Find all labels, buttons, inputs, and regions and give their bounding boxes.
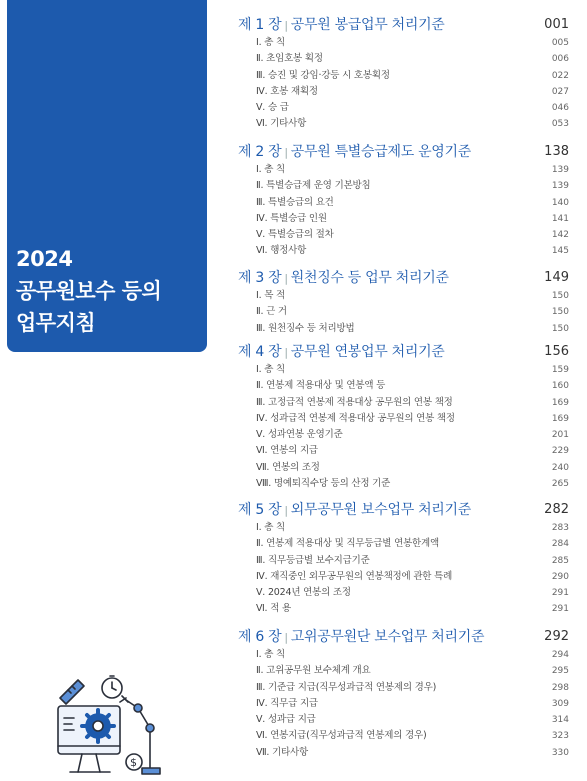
toc-item-label: Ⅱ. 특별승급제 운영 기본방침 <box>256 180 371 192</box>
chapter-heading[interactable] <box>238 342 573 362</box>
toc-item-label: Ⅲ. 직무등급별 보수지급기준 <box>256 554 370 566</box>
document-title <box>16 243 161 339</box>
toc-item[interactable] <box>238 647 573 663</box>
chapter-separator: | <box>284 146 288 159</box>
toc-item-label: Ⅶ. 기타사항 <box>256 746 308 758</box>
chapter-title <box>238 500 471 521</box>
chapter-title <box>238 142 471 163</box>
toc-item[interactable] <box>238 601 573 617</box>
chapter-number: 제 6 장 <box>238 629 282 645</box>
toc-item-label: Ⅲ. 원천징수 등 처리방법 <box>256 322 355 334</box>
toc-item-label: Ⅱ. 초임호봉 획정 <box>256 53 323 65</box>
toc-item-label: Ⅴ. 성과연봉 운영기준 <box>256 429 343 441</box>
chapter-name: 공무원 특별승급제도 운영기준 <box>290 144 471 160</box>
title-line-year: 2024 <box>16 247 73 271</box>
work-illustration <box>50 668 170 781</box>
toc-item[interactable] <box>238 476 573 492</box>
chapter-title <box>238 15 445 36</box>
toc-item-label: Ⅰ. 총 칙 <box>256 649 286 660</box>
toc-item-page: 330 <box>551 747 569 758</box>
chapter-6 <box>238 627 573 761</box>
chapter-number: 제 5 장 <box>238 502 282 518</box>
toc-item-page: 027 <box>551 86 569 97</box>
toc-item-page: 169 <box>551 413 569 424</box>
toc-item-page: 140 <box>551 197 569 208</box>
toc-item-label: Ⅴ. 특별승급의 절차 <box>256 229 334 241</box>
toc-item[interactable] <box>238 178 573 194</box>
chapter-number: 제 2 장 <box>238 144 282 160</box>
chapter-heading[interactable] <box>238 142 573 162</box>
toc-item-page: 046 <box>551 103 569 114</box>
toc-item-page: 295 <box>551 666 569 677</box>
chapter-page-number: 156 <box>544 344 569 359</box>
chapter-heading[interactable] <box>238 15 573 35</box>
chapter-page-number: 138 <box>544 144 569 159</box>
toc-item-page: 141 <box>551 213 569 224</box>
toc-item[interactable] <box>238 696 573 712</box>
toc-item[interactable] <box>238 100 573 116</box>
chapter-page-number: 001 <box>544 17 569 32</box>
ruler-icon <box>60 680 84 704</box>
chapter-separator: | <box>284 19 288 32</box>
chapter-page-number: 292 <box>544 629 569 644</box>
toc-item[interactable] <box>238 84 573 100</box>
toc-item-page: 005 <box>551 38 569 48</box>
chapter-name: 공무원 연봉업무 처리기준 <box>290 344 445 360</box>
toc-item-label: Ⅴ. 승 급 <box>256 102 289 114</box>
toc-item-page: 150 <box>551 291 569 301</box>
toc-item-label: Ⅵ. 적 용 <box>256 603 291 615</box>
chapter-page-number: 282 <box>544 502 569 517</box>
title-line-sub: 업무지침 <box>16 311 96 335</box>
toc-item-page: 022 <box>551 70 569 81</box>
toc-item-page: 145 <box>551 246 569 257</box>
chapter-number: 제 4 장 <box>238 344 282 360</box>
chapter-name: 공무원 봉급업무 처리기준 <box>290 17 445 33</box>
toc-item-label: Ⅶ. 연봉의 조정 <box>256 461 320 473</box>
toc-item-page: 229 <box>551 446 569 457</box>
chapter-3 <box>238 268 573 337</box>
toc-item[interactable] <box>238 536 573 552</box>
toc-item-label: Ⅰ. 총 칙 <box>256 522 286 533</box>
toc-item-page: 265 <box>551 479 569 490</box>
toc-item[interactable] <box>238 304 573 320</box>
toc-item-page: 150 <box>551 307 569 318</box>
toc-item-page: 284 <box>551 539 569 550</box>
toc-item-page: 142 <box>551 230 569 241</box>
toc-item-label: Ⅳ. 호봉 재획정 <box>256 85 318 97</box>
toc-item[interactable] <box>238 411 573 427</box>
chapter-2 <box>238 142 573 260</box>
dollar-icon <box>126 754 142 770</box>
toc-item[interactable] <box>238 116 573 132</box>
toc-item-label: Ⅳ. 재직중인 외무공무원의 연봉책정에 관한 특례 <box>256 570 453 582</box>
toc-item-label: Ⅳ. 직무급 지급 <box>256 697 318 709</box>
toc-item-label: Ⅳ. 특별승급 인원 <box>256 212 327 224</box>
chapter-number: 제 3 장 <box>238 270 282 286</box>
toc-item[interactable] <box>238 211 573 227</box>
toc-item-label: Ⅱ. 연봉제 적용대상 및 연봉액 등 <box>256 380 386 392</box>
toc-item-label: Ⅱ. 고위공무원 보수체계 개요 <box>256 665 371 677</box>
chapter-5 <box>238 500 573 618</box>
chapter-separator: | <box>284 631 288 644</box>
stopwatch-icon <box>102 676 122 698</box>
toc-item[interactable] <box>238 243 573 259</box>
chapter-1 <box>238 15 573 133</box>
toc-item[interactable] <box>238 35 573 51</box>
chapter-separator: | <box>284 272 288 285</box>
toc-item-label: Ⅲ. 특별승급의 요건 <box>256 196 334 208</box>
chapter-name: 고위공무원단 보수업무 처리기준 <box>290 629 485 645</box>
toc-item-label: Ⅰ. 총 칙 <box>256 364 286 375</box>
toc-item[interactable] <box>238 288 573 304</box>
toc-item-label: Ⅵ. 기타사항 <box>256 118 307 130</box>
toc-item-label: Ⅵ. 행정사항 <box>256 245 307 257</box>
toc-item-page: 294 <box>551 650 569 660</box>
toc-item[interactable] <box>238 162 573 178</box>
toc-item-page: 159 <box>551 365 569 375</box>
chapter-heading[interactable] <box>238 627 573 647</box>
toc-item[interactable] <box>238 553 573 569</box>
toc-item[interactable] <box>238 569 573 585</box>
toc-item[interactable] <box>238 443 573 459</box>
toc-item[interactable] <box>238 227 573 243</box>
toc-item[interactable] <box>238 728 573 744</box>
toc-item-label: Ⅲ. 기준급 지급(직무성과급적 연봉제의 경우) <box>256 681 437 693</box>
toc-item-page: 291 <box>551 588 569 599</box>
chapter-separator: | <box>284 346 288 359</box>
toc-item-page: 298 <box>551 682 569 693</box>
chapter-title <box>238 627 484 648</box>
toc-item[interactable] <box>238 51 573 67</box>
toc-item-label: Ⅴ. 2024년 연봉의 조정 <box>256 587 351 599</box>
toc-item[interactable] <box>238 663 573 679</box>
toc-item[interactable] <box>238 68 573 84</box>
toc-item-label: Ⅰ. 총 칙 <box>256 37 286 48</box>
toc-item-label: Ⅲ. 고정급적 연봉제 적용대상 공무원의 연봉 책정 <box>256 396 453 408</box>
toc-item-label: Ⅴ. 성과급 지급 <box>256 714 316 726</box>
toc-item-page: 240 <box>551 462 569 473</box>
toc-item[interactable] <box>238 585 573 601</box>
toc-item-page: 006 <box>551 54 569 65</box>
toc-item-page: 323 <box>551 731 569 742</box>
chapter-page-number: 149 <box>544 270 569 285</box>
toc-item-page: 150 <box>551 323 569 334</box>
toc-item-page: 291 <box>551 604 569 615</box>
toc-item[interactable] <box>238 378 573 394</box>
toc-item-page: 053 <box>551 119 569 130</box>
toc-item[interactable] <box>238 362 573 378</box>
toc-item-label: Ⅷ. 명예퇴직수당 등의 산정 기준 <box>256 478 391 490</box>
toc-item-page: 139 <box>551 165 569 175</box>
toc-item[interactable] <box>238 745 573 761</box>
svg-text:$: $ <box>130 756 137 769</box>
chapter-4 <box>238 342 573 492</box>
toc-item[interactable] <box>238 680 573 696</box>
toc-item-page: 285 <box>551 555 569 566</box>
toc-item[interactable] <box>238 427 573 443</box>
chapter-heading[interactable] <box>238 268 573 288</box>
chapter-number: 제 1 장 <box>238 17 282 33</box>
toc-item[interactable] <box>238 195 573 211</box>
toc-item[interactable] <box>238 712 573 728</box>
toc-item-label: Ⅱ. 연봉제 적용대상 및 직무등급별 연봉한계액 <box>256 538 439 550</box>
toc-item[interactable] <box>238 460 573 476</box>
toc-item-label: Ⅰ. 총 칙 <box>256 164 286 175</box>
chapter-separator: | <box>284 504 288 517</box>
toc-item-page: 309 <box>551 698 569 709</box>
toc-item-label: Ⅰ. 목 적 <box>256 290 286 301</box>
gear-icon <box>82 710 114 742</box>
toc-item-label: Ⅲ. 승진 및 강임·강등 시 호봉획정 <box>256 69 390 81</box>
toc-item-label: Ⅵ. 연봉의 지급 <box>256 445 318 457</box>
chapter-title <box>238 268 449 289</box>
toc-item-page: 139 <box>551 181 569 192</box>
toc-item-page: 283 <box>551 523 569 533</box>
toc-item-label: Ⅳ. 성과급적 연봉제 적용대상 공무원의 연봉 책정 <box>256 412 455 424</box>
toc-item-page: 169 <box>551 397 569 408</box>
toc-item[interactable] <box>238 520 573 536</box>
toc-item-label: Ⅱ. 근 거 <box>256 306 287 318</box>
toc-item[interactable] <box>238 321 573 337</box>
chapter-heading[interactable] <box>238 500 573 520</box>
title-line-main: 공무원보수 등의 <box>16 279 162 303</box>
toc-item[interactable] <box>238 395 573 411</box>
toc-item-page: 290 <box>551 571 569 582</box>
chapter-title <box>238 342 445 363</box>
toc-item-page: 160 <box>551 381 569 392</box>
toc-item-page: 201 <box>551 430 569 441</box>
toc-item-page: 314 <box>551 715 569 726</box>
chapter-name: 외무공무원 보수업무 처리기준 <box>290 502 471 518</box>
toc-item-label: Ⅵ. 연봉지급(직무성과급적 연봉제의 경우) <box>256 730 427 742</box>
chapter-name: 원천징수 등 업무 처리기준 <box>290 270 449 286</box>
